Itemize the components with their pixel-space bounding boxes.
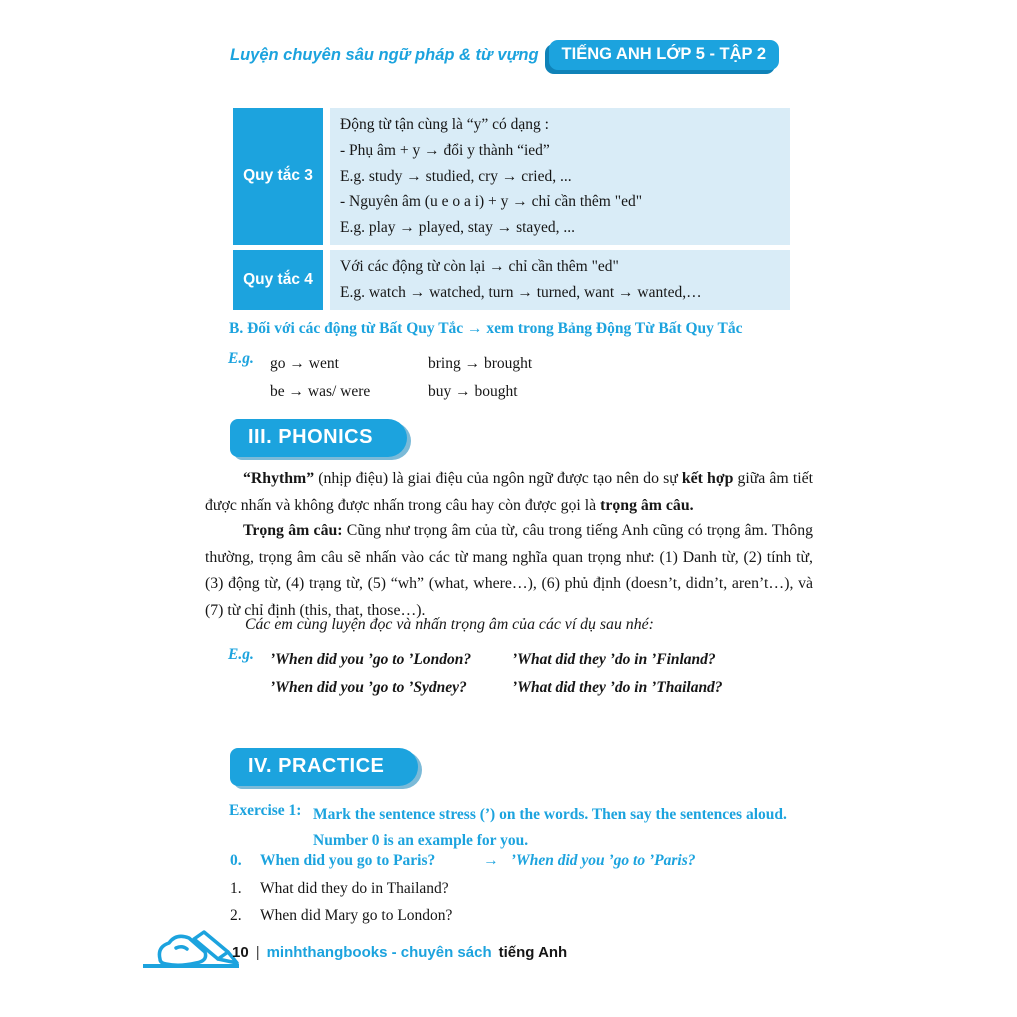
header-badge: TIẾNG ANH LỚP 5 - TẬP 2 xyxy=(549,40,779,70)
question-number: 2. xyxy=(230,907,242,924)
question-number: 1. xyxy=(230,880,242,897)
question-number: 0. xyxy=(230,852,242,869)
instruction-line: Mark the sentence stress (’) on the words. Then say the sentences aloud. xyxy=(313,806,787,823)
phonics-paragraph-rhythm xyxy=(205,466,813,519)
section-title-phonics: III. PHONICS xyxy=(230,419,407,457)
question-text: What did they do in Thailand? xyxy=(260,880,449,897)
paragraph-text: (nhịp điệu) là giai điệu của ngôn ngữ được tạo nên do sự xyxy=(314,470,682,487)
phonics-practice-note: Các em cùng luyện đọc và nhấn trọng âm của các ví dụ sau nhé: xyxy=(245,616,654,633)
table-row xyxy=(233,250,790,310)
exercise-label: Exercise 1: xyxy=(229,802,302,819)
page-number: 10 xyxy=(232,944,249,961)
bold-term: kết hợp xyxy=(681,470,734,487)
footer-separator: | xyxy=(255,944,260,961)
rule-line: E.g. play → played, stay → stayed, ... xyxy=(340,219,576,237)
footer-brand: minhthangbooks - chuyên sách xyxy=(266,944,492,961)
eg-label: E.g. xyxy=(228,350,254,367)
question-item-example xyxy=(230,852,695,870)
eg-item: ’What did they ’do in ’Thailand? xyxy=(512,678,723,696)
rule-line: Với các động từ còn lại → chỉ cần thêm "ed" xyxy=(340,257,619,275)
rule-content xyxy=(330,108,790,245)
rule-line: - Phụ âm + y → đổi y thành “ied” xyxy=(340,141,550,159)
eg-item: ’When did you ’go to ’Sydney? xyxy=(270,678,467,696)
paragraph-text: giữa âm tiết được nhấn và không được nhấn trong câu hay còn được gọi là xyxy=(205,470,813,514)
header-tagline: Luyện chuyên sâu ngữ pháp & từ vựng xyxy=(230,45,539,64)
rules-table xyxy=(233,108,790,315)
bold-term: “Rhythm” xyxy=(243,470,315,487)
question-item xyxy=(230,880,449,898)
instruction-line: Number 0 is an example for you. xyxy=(313,831,529,849)
eg-column xyxy=(512,646,723,701)
section-b-examples xyxy=(228,350,790,405)
eg-item: go → went xyxy=(270,355,339,372)
section-b-heading: B. Đối với các động từ Bất Quy Tắc → xem trong Bảng Động Từ Bất Quy Tắc xyxy=(229,320,743,337)
eg-column xyxy=(270,646,512,701)
rule-content xyxy=(330,250,790,310)
section-title-practice: IV. PRACTICE xyxy=(230,748,418,786)
footer xyxy=(232,944,567,961)
rule-label: Quy tắc 3 xyxy=(233,108,323,245)
rule-line: E.g. watch → watched, turn → turned, want → wanted,… xyxy=(340,283,702,301)
eg-item: be → was/ were xyxy=(270,382,371,400)
footer-rule-line xyxy=(143,964,239,968)
exercise-instructions xyxy=(313,802,787,853)
footer-brand-suffix: tiếng Anh xyxy=(498,944,568,961)
rule-line: Động từ tận cùng là “y” có dạng : xyxy=(340,116,549,133)
phonics-examples xyxy=(228,646,808,701)
paragraph-text: Cũng như trọng âm của từ, câu trong tiếng Anh cũng có trọng âm. Thông thường, trọng âm câu sẽ nhấn vào các từ mang nghĩa quan trọng như: (1) Danh từ, (2) tính từ, (3) động từ, (4) trạng từ, (5) “wh” (what, where…), (6) phủ định (doesn’t, didn’t, aren’t…), và (7) từ chỉ định (this, that, those…). xyxy=(205,522,813,619)
question-answer: ’When did you ’go to ’Paris? xyxy=(510,852,696,869)
question-item xyxy=(230,907,452,925)
question-text: When did you go to Paris? xyxy=(260,852,436,869)
question-text: When did Mary go to London? xyxy=(260,907,453,924)
rule-line: E.g. study → studied, cry → cried, ... xyxy=(340,167,572,185)
arrow-icon: → xyxy=(483,852,499,869)
eg-item: ’What did they ’do in ’Finland? xyxy=(512,651,716,668)
rule-label: Quy tắc 4 xyxy=(233,250,323,310)
table-row xyxy=(233,108,790,245)
eg-column xyxy=(428,350,532,405)
bold-term: Trọng âm câu: xyxy=(243,522,343,539)
eg-item: ’When did you ’go to ’London? xyxy=(270,651,472,668)
bold-term: trọng âm câu. xyxy=(600,496,694,514)
exercise-1 xyxy=(229,802,804,853)
rule-line: - Nguyên âm (u e o a i) + y → chỉ cần thêm "ed" xyxy=(340,193,643,211)
eg-label: E.g. xyxy=(228,646,254,663)
phonics-paragraph-sentence-stress xyxy=(205,518,813,624)
eg-column xyxy=(270,350,428,405)
page-header xyxy=(230,40,779,70)
eg-item: bring → brought xyxy=(428,355,533,372)
eg-item: buy → bought xyxy=(428,382,518,400)
